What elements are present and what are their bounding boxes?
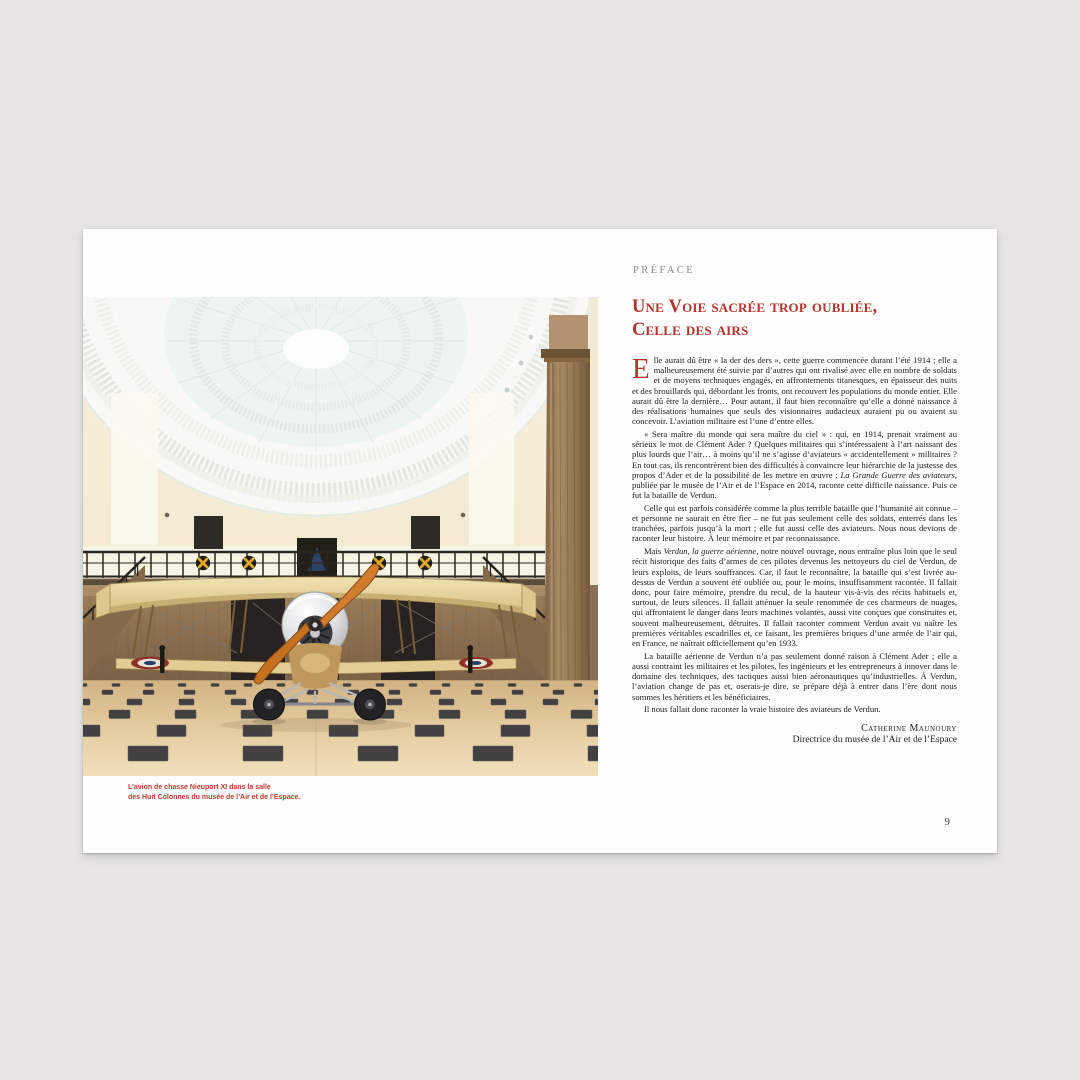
title-line-2: Celle des airs bbox=[632, 319, 749, 340]
signature-block bbox=[632, 723, 957, 745]
wall-pilaster-left bbox=[111, 393, 158, 545]
roundel-right bbox=[459, 657, 493, 669]
signature-name: Catherine Maunoury bbox=[861, 723, 957, 735]
museum-photo-frame bbox=[83, 297, 598, 776]
section-kicker: PRÉFACE bbox=[633, 265, 696, 276]
paragraph: Celle qui est parfois considérée comme la plus terrible bataille que l’humanité ait connue – et personne ne saurait en être fier – ne fut pas seulement celle des soldats, enterrés dans les tranchées, parfois jusqu’à la mort ; elle fut aussi celle des aviateurs. Nous nous devions de raconter leur histoire. À leur mémoire et par reconnaissance. bbox=[632, 502, 957, 544]
wheel-right bbox=[355, 689, 386, 720]
right-page bbox=[632, 229, 957, 853]
left-page bbox=[83, 229, 598, 853]
caption-line-1: L’avion de chasse Nieuport XI dans la salle bbox=[128, 784, 271, 791]
book-spread bbox=[83, 229, 997, 853]
signature-role: Directrice du musée de l’Air et de l’Espace bbox=[792, 735, 957, 746]
museum-photo bbox=[83, 297, 598, 776]
photo-caption bbox=[128, 783, 300, 803]
body-text bbox=[632, 355, 957, 745]
wall-pilaster-right bbox=[469, 393, 514, 545]
chapter-title bbox=[632, 296, 877, 341]
title-line-1: Une Voie sacrée trop oubliée, bbox=[632, 297, 878, 317]
paragraph: Il nous fallait donc raconter la vraie histoire des aviateurs de Verdun. bbox=[644, 704, 881, 715]
paragraph: La bataille aérienne de Verdun n’a pas seulement donné raison à Clément Ader ; elle a aussi contraint les militaires et les pilotes, les ingénieurs et les entrepreneurs à innover dans le domaine des techniques, des tactiques aussi bien aéronautiques qu’industrielles. À Verdun, l’aviation change de pas et, oserais-je dire, se prépare déjà à entrer dans l’ère dont nous sommes les héritiers et les bénéficiaires. bbox=[632, 650, 957, 702]
paragraph: Elle aurait dû être « la der des ders », cette guerre commencée durant l’été 1914 ; elle a malheureusement été suivie par d’autres qui ont rivalisé avec elle en nombre de soldats et de moyens techniques engagés, en affrontements titanesques, en épaisseur des nuits et des brouillards qui, débordant les fronts, ont recouvert les populations du monde entier. Elle aurait dû être la dernière… Pour autant, il faut bien reconnaître qu’elle a donné naissance à des réalisations humaines que seuls des visionnaires audacieux auraient pu ou avaient su concevoir. L’aviation militaire est l’une d’entre elles. bbox=[632, 353, 957, 427]
page-number: 9 bbox=[944, 816, 950, 828]
wheel-left bbox=[254, 689, 285, 720]
paragraph: « Sera maître du monde qui sera maître du ciel » : qui, en 1914, prenait vraiment au sérieux le mot de Clément Ader ? Quelques militaires qui s’intéressaient à l’art naissant des plus lourds que l’air… à moins qu’il ne s’agisse d’aviateurs « accidentellement » militaires ? En tout cas, ils rencontrèrent bien des difficultés à convaincre leur hiérarchie de la justesse des propos d’Ader et de la possibilité de les mettre en œuvre ; La Grande Guerre des aviateurs, publiée par le musée de l’Air et de l’Espace en 2014, raconte cette difficile naissance. Puis ce fut la bataille de Verdun. bbox=[632, 428, 957, 501]
caption-line-2: des Huit Colonnes du musée de l’Air et de l’Espace. bbox=[128, 793, 301, 801]
drop-cap: E bbox=[632, 353, 650, 385]
paragraph: Mais Verdun, la guerre aérienne, notre nouvel ouvrage, nous entraîne plus loin que le seul récit historique des faits d’armes de ces pilotes devenus les nettoyeurs du ciel de Verdun, de leurs exploits, de leurs souffrances. Car, il faut le reconnaître, la bataille qui s’est livrée au-dessus de Verdun a souvent été oubliée ou, pour le moins, insuffisamment racontée. Il fallait donc, pour faire mémoire, prendre du recul, de la hauteur vis-à-vis des récits habituels et, surtout, de leurs silences. Il fallait atténuer la seule renommée de ces charmeurs de nuages, qui affrontaient le danger dans leurs machines volantes, aussi vite conçues que construites et, souvent malheureusement, détruites. Il fallait raconter comment Verdun avait vu naître les premières véritables escadrilles et, ce faisant, les premières briques d’une armée de l’air qui, en France, ne naîtrait officiellement qu’en 1933. bbox=[632, 546, 957, 648]
